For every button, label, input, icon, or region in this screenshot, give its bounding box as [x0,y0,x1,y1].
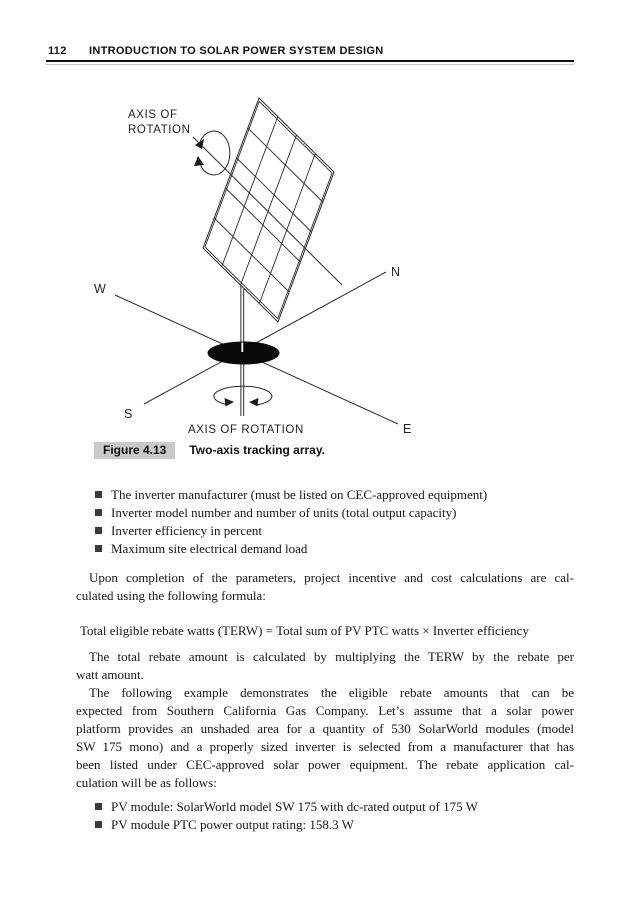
paragraph-upon-completion [76,569,574,605]
axis-of-rotation-bottom-label: AXIS OF ROTATION [188,424,304,436]
figure-caption-tag: Figure 4.13 [94,442,175,459]
list-item [95,540,577,558]
text-line: The following example demonstrates the eligible rebate amounts that can be [89,685,574,700]
paragraph-example [76,684,574,792]
list-item [95,504,577,522]
square-bullet-icon [95,509,102,516]
paragraph-total-rebate [76,648,574,684]
list-item [95,798,577,816]
square-bullet-icon [95,803,102,810]
square-bullet-icon [95,821,102,828]
axis-of-rotation-top-label-line2: ROTATION [128,124,191,136]
text-line: been listed under CEC-approved solar power equipment. The rebate application cal- [76,757,574,772]
compass-west-label: W [94,282,106,296]
figure-caption [94,442,325,459]
list-item [95,816,577,834]
chapter-title: INTRODUCTION TO SOLAR POWER SYSTEM DESIGN [89,45,384,57]
solar-panel [203,98,334,322]
list-item-text: Maximum site electrical demand load [111,541,308,556]
text-line: expected from Southern California Gas Company. Let’s assume that a solar power [76,703,574,718]
list-item [95,522,577,540]
list-item-text: PV module PTC power output rating: 158.3 W [111,817,354,832]
axis-of-rotation-top-label-line1: AXIS OF [128,109,178,121]
list-item-text: The inverter manufacturer (must be listed on CEC-approved equipment) [111,487,488,502]
text-line: platform provides an unshaded area for a quantity of 530 SolarWorld modules (model [76,721,574,736]
parameters-bullet-list [95,486,577,558]
azimuth-rotation-arrow [214,386,272,406]
list-item [95,486,577,504]
terw-formula: Total eligible rebate watts (TERW) = Total sum of PV PTC watts × Inverter efficiency [80,623,529,638]
text-line: watt amount. [76,667,144,682]
text-line: SW 175 mono) and a properly sized inverter is selected from a manufacturer that has [76,739,574,754]
list-item-text: Inverter model number and number of units (total output capacity) [111,505,457,520]
page-number: 112 [48,45,67,57]
pedestal-base [208,342,280,365]
text-line: The total rebate amount is calculated by multiplying the TERW by the rebate per [89,649,574,664]
compass-east-label: E [403,422,412,436]
square-bullet-icon [95,491,102,498]
pv-module-bullet-list [95,798,577,834]
square-bullet-icon [95,545,102,552]
compass-south-label: S [124,407,133,421]
text-line: Upon completion of the parameters, project incentive and cost calculations are cal- [89,570,574,585]
list-item-text: PV module: SolarWorld model SW 175 with dc-rated output of 175 W [111,799,478,814]
compass-north-label: N [391,265,401,279]
square-bullet-icon [95,527,102,534]
figure-caption-text: Two-axis tracking array. [189,443,325,457]
text-line: culation will be as follows: [76,775,217,790]
text-line: culated using the following formula: [76,588,266,603]
pole-highlight [241,343,243,353]
list-item-text: Inverter efficiency in percent [111,523,262,538]
